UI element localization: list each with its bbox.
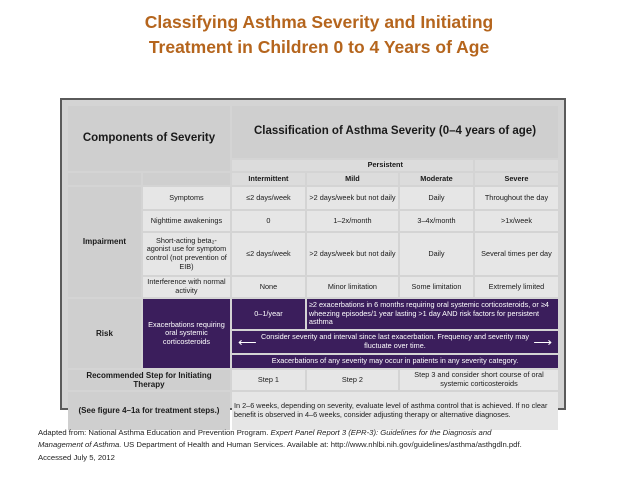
risk-persistent: ≥2 exacerbations in 6 months requiring oral systemic corticosteroids, or ≥4 wheezing episodes/1 year lasting >1 day AND risk factors for persistent asthma bbox=[307, 299, 558, 329]
risk-consider-row bbox=[232, 331, 558, 353]
impairment-header-spacer bbox=[68, 173, 141, 185]
caption-line-1 bbox=[38, 427, 634, 439]
row-symptoms-label: Symptoms bbox=[143, 187, 230, 209]
row-nighttime-intermittent: 0 bbox=[232, 211, 305, 231]
risk-intermittent: 0–1/year bbox=[232, 299, 305, 329]
recommended-note: In 2–6 weeks, depending on severity, evaluate level of asthma control that is achieved. If no clear benefit is observed in 4–6 weeks, consider adjusting therapy or alternative diagnoses. bbox=[232, 392, 558, 430]
slide-title-line-1: Classifying Asthma Severity and Initiating bbox=[144, 12, 494, 32]
slide-title bbox=[0, 10, 638, 60]
step-mild: Step 2 bbox=[307, 370, 398, 390]
row-interference-mild: Minor limitation bbox=[307, 277, 398, 297]
source-caption bbox=[38, 427, 634, 464]
risk-any-severity: Exacerbations of any severity may occur in patients in any severity category. bbox=[232, 355, 558, 368]
classification-header: Classification of Asthma Severity (0–4 years of age) bbox=[232, 106, 558, 158]
caption-line-1-b: Expert Panel Report 3 (EPR-3): Guidelines for the Diagnosis and bbox=[270, 428, 492, 437]
row-saba-label: Short-acting beta₂-agonist use for symptom control (not prevention of EIB) bbox=[143, 233, 230, 275]
asthma-severity-table bbox=[60, 98, 566, 419]
recommended-label: Recommended Step for Initiating Therapy bbox=[68, 370, 230, 390]
step-intermittent: Step 1 bbox=[232, 370, 305, 390]
row-saba-intermittent: ≤2 days/week bbox=[232, 233, 305, 275]
step-moderate-severe: Step 3 and consider short course of oral systemic corticosteroids bbox=[400, 370, 558, 390]
row-saba-mild: >2 days/week but not daily bbox=[307, 233, 398, 275]
column-moderate: Moderate bbox=[400, 173, 473, 185]
row-symptoms-mild: >2 days/week but not daily bbox=[307, 187, 398, 209]
impairment-label: Impairment bbox=[68, 187, 141, 297]
row-nighttime-label: Nighttime awakenings bbox=[143, 211, 230, 231]
column-mild: Mild bbox=[307, 173, 398, 185]
row-symptoms-moderate: Daily bbox=[400, 187, 473, 209]
caption-line-3: Accessed July 5, 2012 bbox=[38, 452, 115, 462]
caption-line-2-a: Management of Asthma. bbox=[38, 440, 122, 450]
left-arrow-icon: ⟵ bbox=[237, 334, 257, 350]
row-interference-moderate: Some limitation bbox=[400, 277, 473, 297]
slide-title-line-2: Treatment in Children 0 to 4 Years of Age bbox=[148, 37, 490, 57]
row-nighttime-mild: 1–2x/month bbox=[307, 211, 398, 231]
caption-line-1-a: Adapted from: National Asthma Education and Prevention Program. bbox=[38, 428, 271, 437]
component-header-spacer bbox=[143, 173, 230, 185]
caption-line-2 bbox=[38, 439, 634, 451]
caption-line-2-b: US Department of Health and Human Services. Available at: http://www.nhlbi.nih.gov/guidelines/asthma/asthgdln.pdf. bbox=[121, 440, 522, 450]
right-arrow-icon: ⟶ bbox=[533, 334, 552, 350]
row-interference-label: Interference with normal activity bbox=[143, 277, 230, 297]
row-symptoms-severe: Throughout the day bbox=[475, 187, 558, 209]
persistent-header-spacer bbox=[475, 160, 558, 171]
row-nighttime-severe: >1x/week bbox=[475, 211, 558, 231]
classification-table bbox=[66, 104, 560, 432]
components-header: Components of Severity bbox=[68, 106, 230, 171]
row-saba-moderate: Daily bbox=[400, 233, 473, 275]
row-interference-intermittent: None bbox=[232, 277, 305, 297]
column-severe: Severe bbox=[475, 173, 558, 185]
risk-consider: Consider severity and interval since last exacerbation. Frequency and severity may fluctuate over time. bbox=[260, 332, 530, 350]
row-symptoms-intermittent: ≤2 days/week bbox=[232, 187, 305, 209]
risk-sublabel: Exacerbations requiring oral systemic corticosteroids bbox=[143, 299, 230, 368]
recommended-see: (See figure 4–1a for treatment steps.) bbox=[68, 392, 230, 430]
row-interference-severe: Extremely limited bbox=[475, 277, 558, 297]
persistent-header: Persistent bbox=[232, 160, 473, 171]
row-saba-severe: Several times per day bbox=[475, 233, 558, 275]
column-intermittent: Intermittent bbox=[232, 173, 305, 185]
row-nighttime-moderate: 3–4x/month bbox=[400, 211, 473, 231]
risk-label: Risk bbox=[68, 299, 141, 368]
